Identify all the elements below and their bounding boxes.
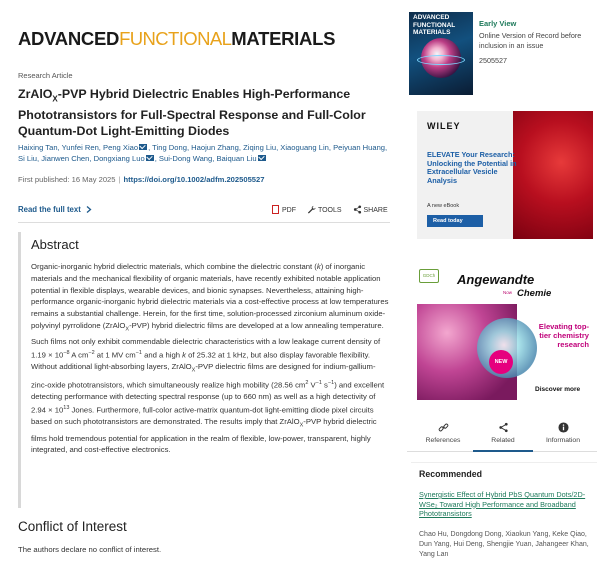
cover-title-2: FUNCTIONAL	[413, 22, 456, 29]
tab-information-label: Information	[545, 437, 580, 444]
sidebar	[405, 0, 600, 562]
gdch-logo: GDCh	[419, 269, 439, 283]
cover-title: ADVANCED	[413, 14, 450, 21]
abstract-text: Organic-inorganic hybrid dielectric materials, which combine the dielectric constant (k) of inorganic materials and the mechanical flexibility of organic materials, have recently exhibited notable application potential in flexible displays, wearable devices, and bionic synapses. Nevertheless, attaining high-performance organic-inorganic hybrid dielectric materials via a cost-effective process at low temperatures remains a substantial challenge. Herein, for the first time, solution-processed zirconium aluminum oxide-polyvinyl pyrrolidone (ZrAlO$_X$-PVP) hybrid dielectric films are developed at a low annealing temperature. Such films not only exhibit commendable dielectric characteristics with a low leakage current density of $1.19 \times 10^{-8}$ A $cm^{-2}$ at 1 MV $cm^{-1}$ and a high k of 25.32 at 1 kHz, but also display favorable flexibility. Without additional light-absorbing layers, ZrAlO$_X$-PVP dielectric films are designed for indium-gallium-zinc-oxide phototransistors, which simultaneously realize high mobility (28.56 $cm^2$ $V^{-1}$ $s^{-1}$) and excellent detecting performance with detecting spectral response (up to 660 nm) as well as a high detectivity of $2.94 \times 10^{13}$ Jones. Furthermore, full-color active-matrix quantum-dot light-emitting diode pixel circuits based on such phototransistors are demonstrated. The results imply that ZrAlO$_X$-PVP hybrid dielectric films hold tremendous potential for application in the realm of flexible, low-power, transparent, highly integrated, and cost-effective electronics.	[31, 262, 389, 455]
wrench-icon	[307, 205, 316, 214]
recommended-article-link[interactable]: Synergistic Effect of Hybrid PbS Quantum Dots/2D-WSe₂ Toward High Performance and Broadband Phototransistors	[419, 490, 586, 519]
email-icon[interactable]	[139, 144, 147, 150]
article-tools	[272, 205, 397, 214]
tools-label: TOOLS	[317, 207, 342, 214]
new-badge: NEW	[489, 350, 513, 374]
read-full-text-link[interactable]	[18, 205, 92, 214]
recommended-heading: Recommended	[419, 469, 483, 479]
author-list: Haixing Tan, Yunfei Ren, Peng Xiao , Ting Dong, Haojun Zhang, Ziqing Liu, Xiaoguang Lin, Peiyuan Huang, Si Liu, Jianwen Chen, Dongxiang Luo , Sui-Dong Wang, Baiquan Liu	[18, 143, 388, 163]
tab-related[interactable]	[473, 418, 533, 452]
journal-logo[interactable]	[18, 28, 358, 50]
chemie-logo: Chemie	[517, 288, 552, 299]
share-label: SHARE	[363, 207, 388, 214]
read-full-text-label: Read the full text	[18, 205, 81, 214]
email-icon[interactable]	[146, 155, 154, 161]
link-icon	[438, 422, 449, 433]
discover-more-link[interactable]: Discover more	[535, 386, 581, 393]
logo-word-materials: MATERIALS	[231, 28, 336, 49]
article-number: 2505527	[479, 56, 507, 65]
share-icon	[353, 205, 362, 214]
journal-cover-image[interactable]	[409, 12, 473, 95]
author-link[interactable]: Peiyuan Huang	[333, 143, 386, 152]
article-title	[18, 86, 388, 139]
online-version-text: Online Version of Record before inclusion in an issue	[479, 31, 582, 50]
logo-word-functional: FUNCTIONAL	[119, 28, 232, 49]
ad-subtext: A new eBook	[427, 203, 460, 209]
author-link[interactable]: Ting Dong	[152, 143, 187, 152]
wiley-logo: WILEY	[427, 121, 461, 131]
related-icon	[498, 422, 509, 433]
author-link[interactable]: Ziqing Liu	[243, 143, 277, 152]
sidebar-tabs	[407, 418, 597, 452]
first-published: First published: 16 May 2025	[18, 175, 116, 184]
pdf-button[interactable]	[272, 207, 296, 214]
author-link[interactable]: Peng Xiao	[103, 143, 139, 152]
author-link[interactable]: Haojun Zhang	[191, 143, 239, 152]
tab-related-label: Related	[491, 437, 515, 444]
ad-art	[513, 111, 593, 239]
early-view-label: Early View	[479, 19, 517, 28]
info-icon	[558, 422, 569, 433]
title-part-a: ZrAlO	[18, 87, 53, 101]
author-link[interactable]: Yunfei Ren	[61, 143, 99, 152]
author-link[interactable]: Haixing Tan	[18, 143, 58, 152]
publication-line: First published: 16 May 2025 | https://doi.org/10.1002/adfm.202505527	[18, 175, 265, 184]
author-link[interactable]: Baiquan Liu	[216, 154, 257, 163]
author-link[interactable]: Si Liu	[18, 154, 37, 163]
pdf-label: PDF	[282, 207, 296, 214]
abstract-heading: Abstract	[31, 237, 79, 252]
ad-headline: ELEVATE Your Research: Unlocking the Potential in Extracellular Vesicle Analysis	[427, 150, 517, 185]
author-link[interactable]: Sui-Dong Wang	[158, 154, 213, 163]
tab-references[interactable]	[413, 418, 473, 452]
angewandte-ad-banner[interactable]	[417, 268, 593, 400]
angewandte-logo: Angewandte	[457, 272, 535, 287]
share-button[interactable]	[353, 207, 388, 214]
article-type: Research Article	[18, 71, 73, 80]
conflict-heading: Conflict of Interest	[18, 519, 127, 534]
read-today-button[interactable]: Read today	[427, 215, 483, 227]
title-subscript: X	[52, 94, 58, 104]
wiley-ad-banner[interactable]	[417, 111, 593, 239]
recommended-article-authors: Chao Hu, Dongdong Dong, Xiaokun Yang, Keke Qiao, Dun Yang, Hui Deng, Shengjie Yuan, Jahangeer Khan, Yang Lan	[419, 531, 589, 558]
ad-now-label: Now	[503, 290, 513, 295]
author-link[interactable]: Xiaoguang Lin	[280, 143, 329, 152]
abstract-section	[18, 232, 390, 508]
author-link[interactable]: Dongxiang Luo	[93, 154, 145, 163]
cover-ring	[417, 55, 465, 65]
email-icon[interactable]	[258, 155, 266, 161]
author-link[interactable]: Jianwen Chen	[41, 154, 90, 163]
tools-button[interactable]	[307, 207, 342, 214]
ad-tagline: Elevating top-tier chemistry research	[538, 322, 589, 349]
logo-word-advanced: ADVANCED	[18, 28, 120, 49]
doi-link[interactable]: https://doi.org/10.1002/adfm.202505527	[123, 175, 265, 184]
tab-references-label: References	[425, 437, 461, 444]
divider	[18, 222, 390, 223]
pdf-icon	[272, 205, 279, 214]
cover-title-3: MATERIALS	[413, 29, 451, 36]
tab-information[interactable]	[533, 418, 593, 452]
title-part-b: -PVP Hybrid Dielectric Enables High-Performance Phototransistors for Full-Spectral Response and Full-Color Quantum-Dot Light-Emitting Diodes	[18, 87, 366, 139]
conflict-text: The authors declare no conflict of interest.	[18, 545, 162, 554]
recommended-panel	[411, 462, 597, 562]
chevron-right-icon	[86, 206, 92, 213]
